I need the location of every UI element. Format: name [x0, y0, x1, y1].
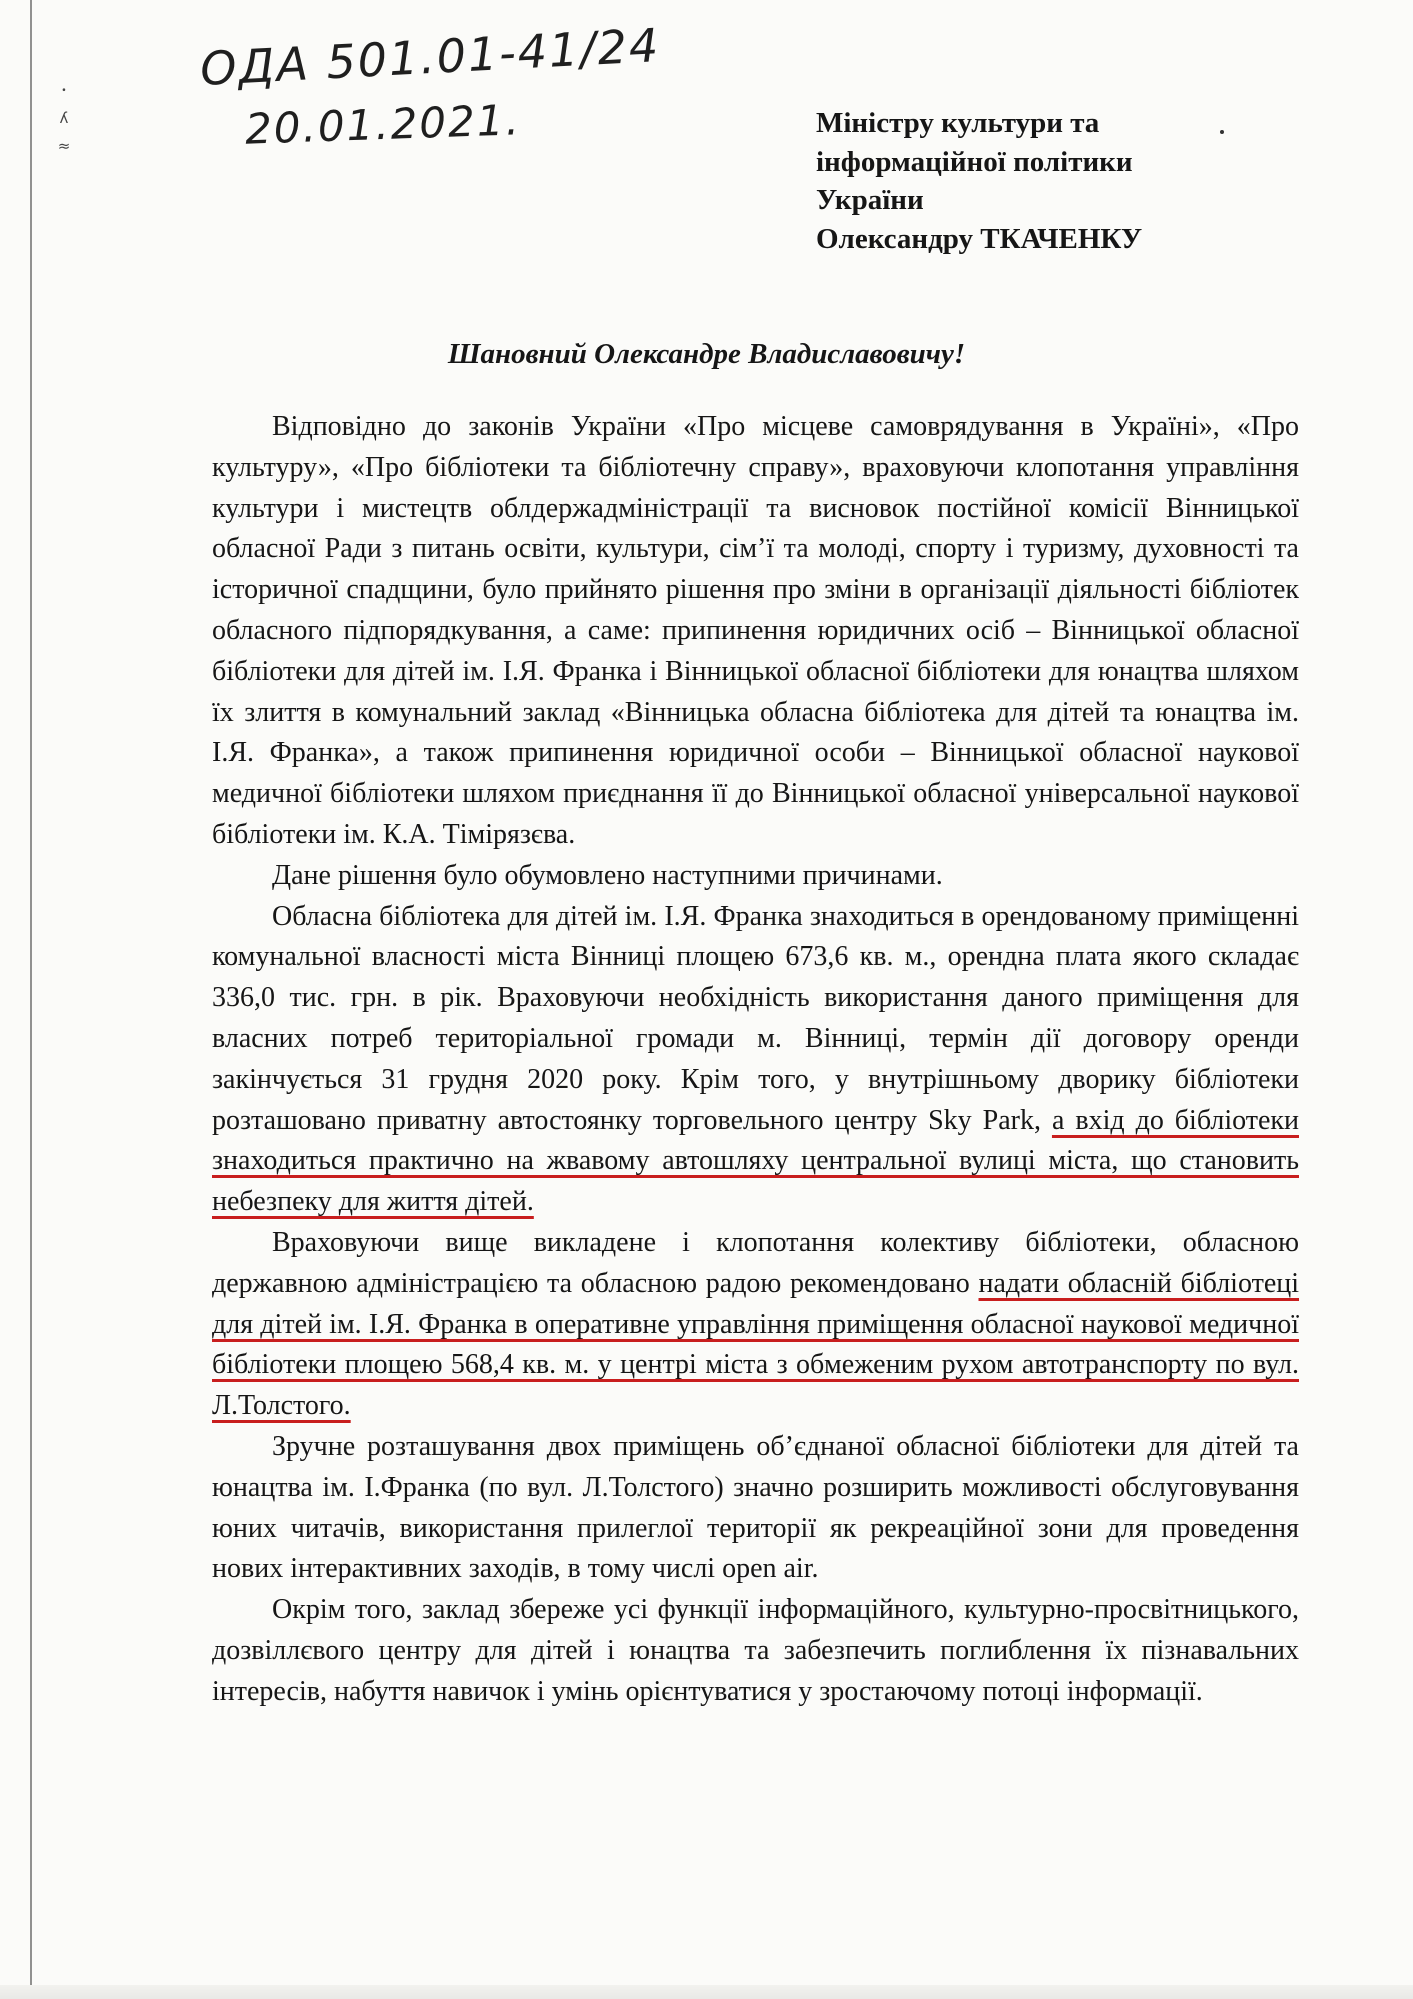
paragraph-3 [212, 897, 1299, 1223]
underlined-passage-premises-transfer: надати обласній бібліотеці для дітей ім. І.Я. Франка в оперативне управління приміщення обласної наукової медичної бібліотеки площею 568,4 кв. м. у центрі міста з обмеженим рухом автотранспорту по вул. Л.Толстого. [212, 1267, 1300, 1422]
addressee-block [816, 104, 1142, 258]
addressee-name: Олександру ТКАЧЕНКУ [816, 222, 1143, 255]
scan-left-edge-line [30, 0, 32, 1999]
paragraph-2: Дане рішення було обумовлено наступними причинами. [272, 859, 943, 891]
paragraph-4 [212, 1223, 1299, 1427]
addressee-line: інформаційної політики [816, 145, 1133, 178]
registration-date: 20.01.2021. [244, 95, 522, 154]
stray-dot [1220, 130, 1224, 134]
addressee-line: України [816, 184, 924, 216]
paragraph-3-text: Обласна бібліотека для дітей ім. І.Я. Франка знаходиться в орендованому приміщенні комунальної власності міста Вінниці площею 673,6 кв. м., орендна плата якого складає 336,0 тис. грн. в рік. Враховуючи необхідність використання даного приміщення для власних потреб територіальної громади м. Вінниці, термін дії договору оренди закінчується 31 грудня 2020 року. Крім того, у внутрішньому дворику бібліотеки розташовано приватну автостоянку торговельного центру Sky Park, [212, 900, 1299, 1136]
paragraph-1: Відповідно до законів України «Про місцеве самоврядування в Україні», «Про культуру», «Про бібліотеки та бібліотечну справу», враховуючи клопотання управління культури і мистецтв облдержадміністрації та висновок постійної комісії Вінницької обласної Ради з питань освіти, культури, сім’ї та молоді, спорту і туризму, духовності та історичної спадщини, було прийнято рішення про зміни в організації діяльності бібліотек обласного підпорядкування, а саме: припинення юридичних осіб – Вінницької обласної бібліотеки для дітей ім. І.Я. Франка і Вінницької обласної бібліотеки для юнацтва шляхом їх злиття в комунальний заклад «Вінницька обласна бібліотека для дітей та юнацтва ім. І.Я. Франка», а також припинення юридичної особи – Вінницької обласної наукової медичної бібліотеки шляхом приєднання її до Вінницької обласної універсальної наукової бібліотеки ім. К.А. Тімірязєва. [212, 411, 1299, 850]
paragraph-4-text: Враховуючи вище викладене і клопотання колективу бібліотеки, обласною державною адміністрацією та обласною радою рекомендовано [212, 1226, 1299, 1299]
paragraph-5: Зручне розташування двох приміщень об’єднаної обласної бібліотеки для дітей та юнацтва ім. І.Франка (по вул. Л.Толстого) значно розширить можливості обслуговування юних читачів, використання прилеглої території як рекреаційної зони для проведення нових інтерактивних заходів, в тому числі open air. [212, 1430, 1299, 1585]
salutation: Шановний Олександре Владиславовичу! [447, 338, 966, 370]
underlined-passage-entrance-danger: а вхід до бібліотеки знаходиться практично на жвавому автошляху центральної вулиці міста, що становить небезпеку для життя дітей. [212, 1104, 1299, 1218]
paragraph-6: Окрім того, заклад збереже усі функції інформаційного, культурно-просвітницького, дозвіллєвого центру для дітей і юнацтва та забезпечить поглиблення їх пізнавальних інтересів, набуття навичок і умінь орієнтуватися у зростаючому потоці інформації. [212, 1594, 1299, 1707]
margin-marks: ꞏ ʎ ≈ [57, 81, 71, 155]
scan-bottom-edge [0, 1985, 1413, 1999]
addressee-line: Міністру культури та [816, 107, 1100, 139]
registration-number: ОДА 501.01-41/24 [198, 17, 662, 97]
letter-body [212, 407, 1299, 1713]
